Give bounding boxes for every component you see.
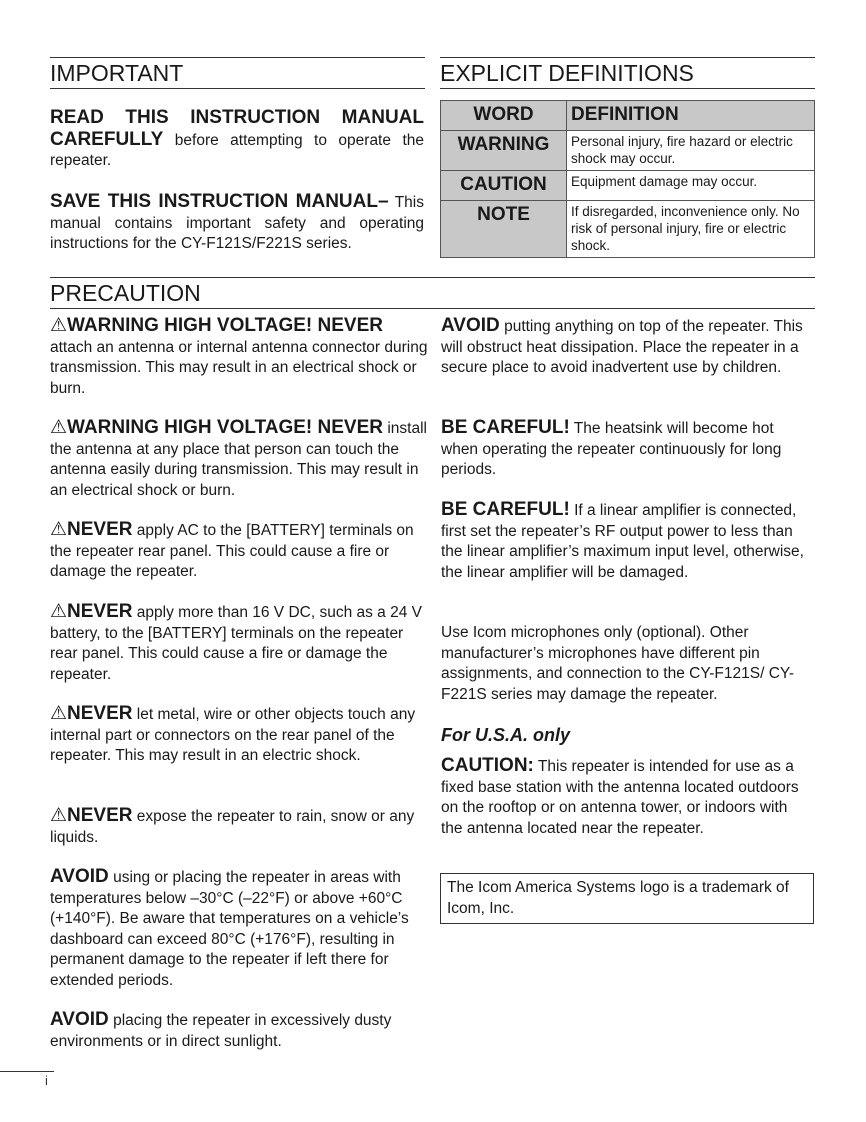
precaution-text: let metal, wire or other objects touch any internal part or connectors on the rear panel of the repeater. This may result in an electric shock. [50,706,416,764]
left-precaution-item [50,867,422,991]
definitions-header-row [441,101,815,131]
warning-heading: ⚠NEVER [50,805,133,826]
precaution-text: install the antenna at any place that person can touch the antenna easily during transmission. This may result in an electrical shock or burn. [50,420,427,499]
header-word: WORD [441,101,567,131]
left-precaution-item [50,520,428,583]
read-manual-text: before attempting to operate the repeater. [50,131,424,169]
warning-heading: ⚠NEVER [50,601,133,622]
precaution-text: The heatsink will become hot when operating the repeater continuously for long periods. [441,420,782,478]
save-manual-paragraph [50,192,424,255]
definition-cell: Equipment damage may occur. [567,171,815,201]
definitions-table [440,100,815,258]
read-manual-bold: READ THIS INSTRUCTION MANUAL CAREFULLY [50,107,424,150]
definition-row [441,131,815,171]
definition-row [441,201,815,258]
definition-row [441,171,815,201]
word-cell: NOTE [441,201,567,258]
usa-caution-paragraph [441,756,801,839]
right-precaution-item [441,500,815,583]
left-precaution-item [50,704,422,767]
left-precaution-item [50,1010,425,1052]
right-precaution-item [441,316,813,379]
usa-only-heading: For U.S.A. only [441,725,571,745]
precaution-text: expose the repeater to rain, snow or any liquids. [50,808,415,846]
warning-heading: ⚠NEVER [50,519,133,540]
right-precaution-item [441,622,807,705]
precaution-text: putting anything on top of the repeater. This will obstruct heat dissipation. Place the repeater in a secure place to avoid inadvertent use by children. [441,318,803,376]
precaution-text: apply AC to the [BATTERY] terminals on the repeater rear panel. This could cause a fire or damage the repeater. [50,522,414,580]
save-manual-text: This manual contains important safety and operating instructions for the CY-F121S/F221S series. [50,194,424,252]
left-precaution-item [50,316,428,399]
save-manual-bold: SAVE THIS INSTRUCTION MANUAL– [50,191,389,212]
precaution-text: using or placing the repeater in areas with temperatures below –30°C (–22°F) or above +60°C (+140°F). Be aware that temperatures on a vehicle’s dashboard can exceed 80°C (+176°F), resulting in permanent damage to the repeater if left there for extended periods. [50,869,409,989]
warning-heading: ⚠NEVER [50,703,133,724]
warning-heading: ⚠WARNING HIGH VOLTAGE! NEVER [50,417,384,438]
caution-heading: CAUTION: [441,755,534,776]
warning-heading: AVOID [50,1009,109,1030]
warning-heading: AVOID [50,866,109,887]
left-precaution-item [50,602,422,685]
page-number: i [45,1073,48,1088]
read-manual-paragraph [50,108,424,172]
definition-cell: If disregarded, inconvenience only. No risk of personal injury, fire or electric shock. [567,201,815,258]
definitions-title: EXPLICIT DEFINITIONS [440,57,815,89]
precaution-title: PRECAUTION [50,277,815,309]
caution-text: This repeater is intended for use as a fixed base station with the antenna located outdoors on the rooftop or on antenna tower, or indoors with the antenna located near the repeater. [441,758,799,837]
footer-rule [0,1071,54,1072]
warning-heading: BE CAREFUL! [441,417,570,438]
left-precaution-item [50,418,428,501]
precaution-text: If a linear amplifier is connected, first set the repeater’s RF output power to less than the linear amplifier’s maximum input level, otherwise, the linear amplifier will be damaged. [441,502,804,581]
important-title: IMPORTANT [50,57,425,89]
precaution-text: apply more than 16 V DC, such as a 24 V battery, to the [BATTERY] terminals on the repeater rear panel. This could cause a fire or damage the repeater. [50,604,422,683]
warning-heading: AVOID [441,315,500,336]
left-precaution-item [50,806,422,848]
warning-heading: ⚠WARNING HIGH VOLTAGE! NEVER [50,315,384,336]
word-cell: WARNING [441,131,567,171]
right-precaution-item [441,418,815,481]
precaution-text: attach an antenna or internal antenna connector during transmission. This may result in an electrical shock or burn. [50,338,428,397]
precaution-text: placing the repeater in excessively dusty environments or in direct sunlight. [50,1012,392,1050]
header-definition: DEFINITION [567,101,815,131]
warning-heading: BE CAREFUL! [441,499,570,520]
trademark-note-box: The Icom America Systems logo is a trademark of Icom, Inc. [440,873,814,924]
word-cell: CAUTION [441,171,567,201]
precaution-text: Use Icom microphones only (optional). Other manufacturer’s microphones have different pin assignments, and connection to the CY-F121S/ CY-F221S series may damage the repeater. [441,624,794,703]
definition-cell: Personal injury, fire hazard or electric shock may occur. [567,131,815,171]
